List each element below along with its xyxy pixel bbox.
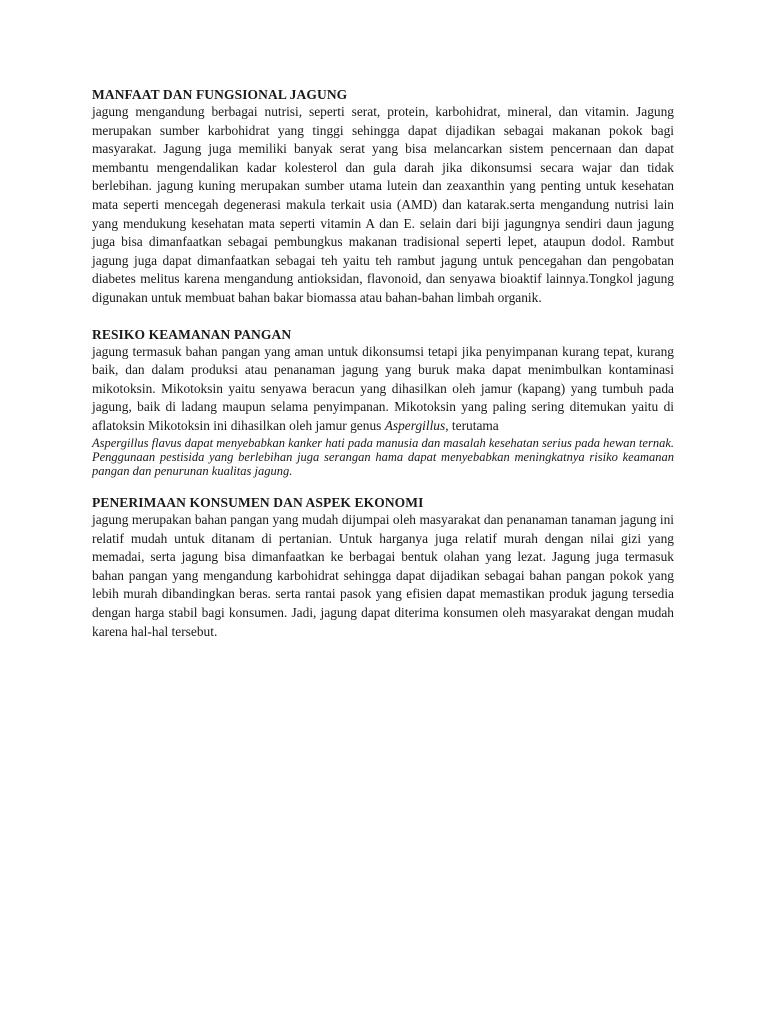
genus-name: Aspergillus — [384, 417, 446, 433]
paragraph-text: jagung termasuk bahan pangan yang aman untuk dikonsumsi tetapi jika penyimpanan kurang tepat, kurang baik, dan dalam produksi atau penanaman jagung yang buruk maka dapat menimbulkan kontaminasi mikotoksin. Mikotoksin yaitu senyawa beracun yang dihasilkan oleh jamur (kapang) yang tumbuh pada jagung, baik di ladang maupun selama penyimpanan. Mikotoksin yang paling sering ditemukan yaitu di aflatoksin Mikotoksin ini dihasilkan oleh jamur genus — [92, 343, 674, 433]
section-paragraph: jagung mengandung berbagai nutrisi, seperti serat, protein, karbohidrat, mineral, dan vitamin. Jagung merupakan sumber karbohidrat yang tinggi sehingga dapat dijadikan sebagai makanan pokok bagi masyarakat. Jagung juga memiliki banyak serat yang bisa melancarkan sistem pencernaan dan dapat membantu mengendalikan kadar kolesterol dan gula darah jika dikonsumsi secara wajar dan tidak berlebihan. jagung kuning merupakan sumber utama lutein dan zeaxanthin yang penting untuk kesehatan mata seperti mencegah degenerasi makula terkait usia (AMD) dan katarak.serta mengandung nutrisi lain yang mendukung kesehatan mata seperti vitamin A dan E. selain dari biji jagungnya sendiri daun jagung juga bisa dimanfaatkan sebagai pembungkus makanan tradisional seperti lepet, ataupun dodol. Rambut jagung juga dapat dimanfaatkan sebagai teh yaitu teh rambut jagung untuk pencegahan dan pengobatan diabetes melitus karena mengandung antioksidan, flavonoid, dan senyawa bioaktif lainnya.Tongkol jagung digunakan untuk membuat bahan bakar biomassa atau bahan-bahan limbah organik. — [92, 104, 674, 305]
section-manfaat — [92, 86, 674, 308]
section-penerimaan — [92, 494, 674, 641]
section-resiko — [92, 326, 674, 479]
section-paragraph: jagung merupakan bahan pangan yang mudah dijumpai oleh masyarakat dan penanaman tanaman jagung ini relatif mudah untuk ditanam di pertanian. Untuk harganya juga relatif murah dengan nilai gizi yang memadai, serta jagung bisa dimanfaatkan ke berbagai bentuk olahan yang lezat. Jagung juga termasuk bahan pangan yang mengandung karbohidrat sehingga dapat dijadikan sebagai bahan pangan pokok yang lebih murah dibandingkan beras. serta rantai pasok yang efisien dapat memastikan produk jagung tersedia dengan harga stabil bagi konsumen. Jadi, jagung dapat diterima konsumen oleh masyarakat dengan mudah karena hal-hal tersebut. — [92, 512, 674, 639]
section-heading: PENERIMAAN KONSUMEN DAN ASPEK EKONOMI — [92, 495, 424, 511]
paragraph-text-tail: , terutama — [445, 417, 499, 433]
section-heading: RESIKO KEAMANAN PANGAN — [92, 326, 292, 342]
document-page — [92, 86, 674, 653]
section-paragraph — [92, 343, 674, 436]
italic-paragraph: Aspergillus flavus dapat menyebabkan kanker hati pada manusia dan masalah kesehatan serius pada hewan ternak. Penggunaan pestisida yang berlebihan juga serangan hama dapat menyebabkan meningkatnya risiko keamanan pangan dan penurunan kualitas jagung. — [92, 435, 674, 478]
section-heading: MANFAAT DAN FUNGSIONAL JAGUNG — [92, 87, 348, 102]
